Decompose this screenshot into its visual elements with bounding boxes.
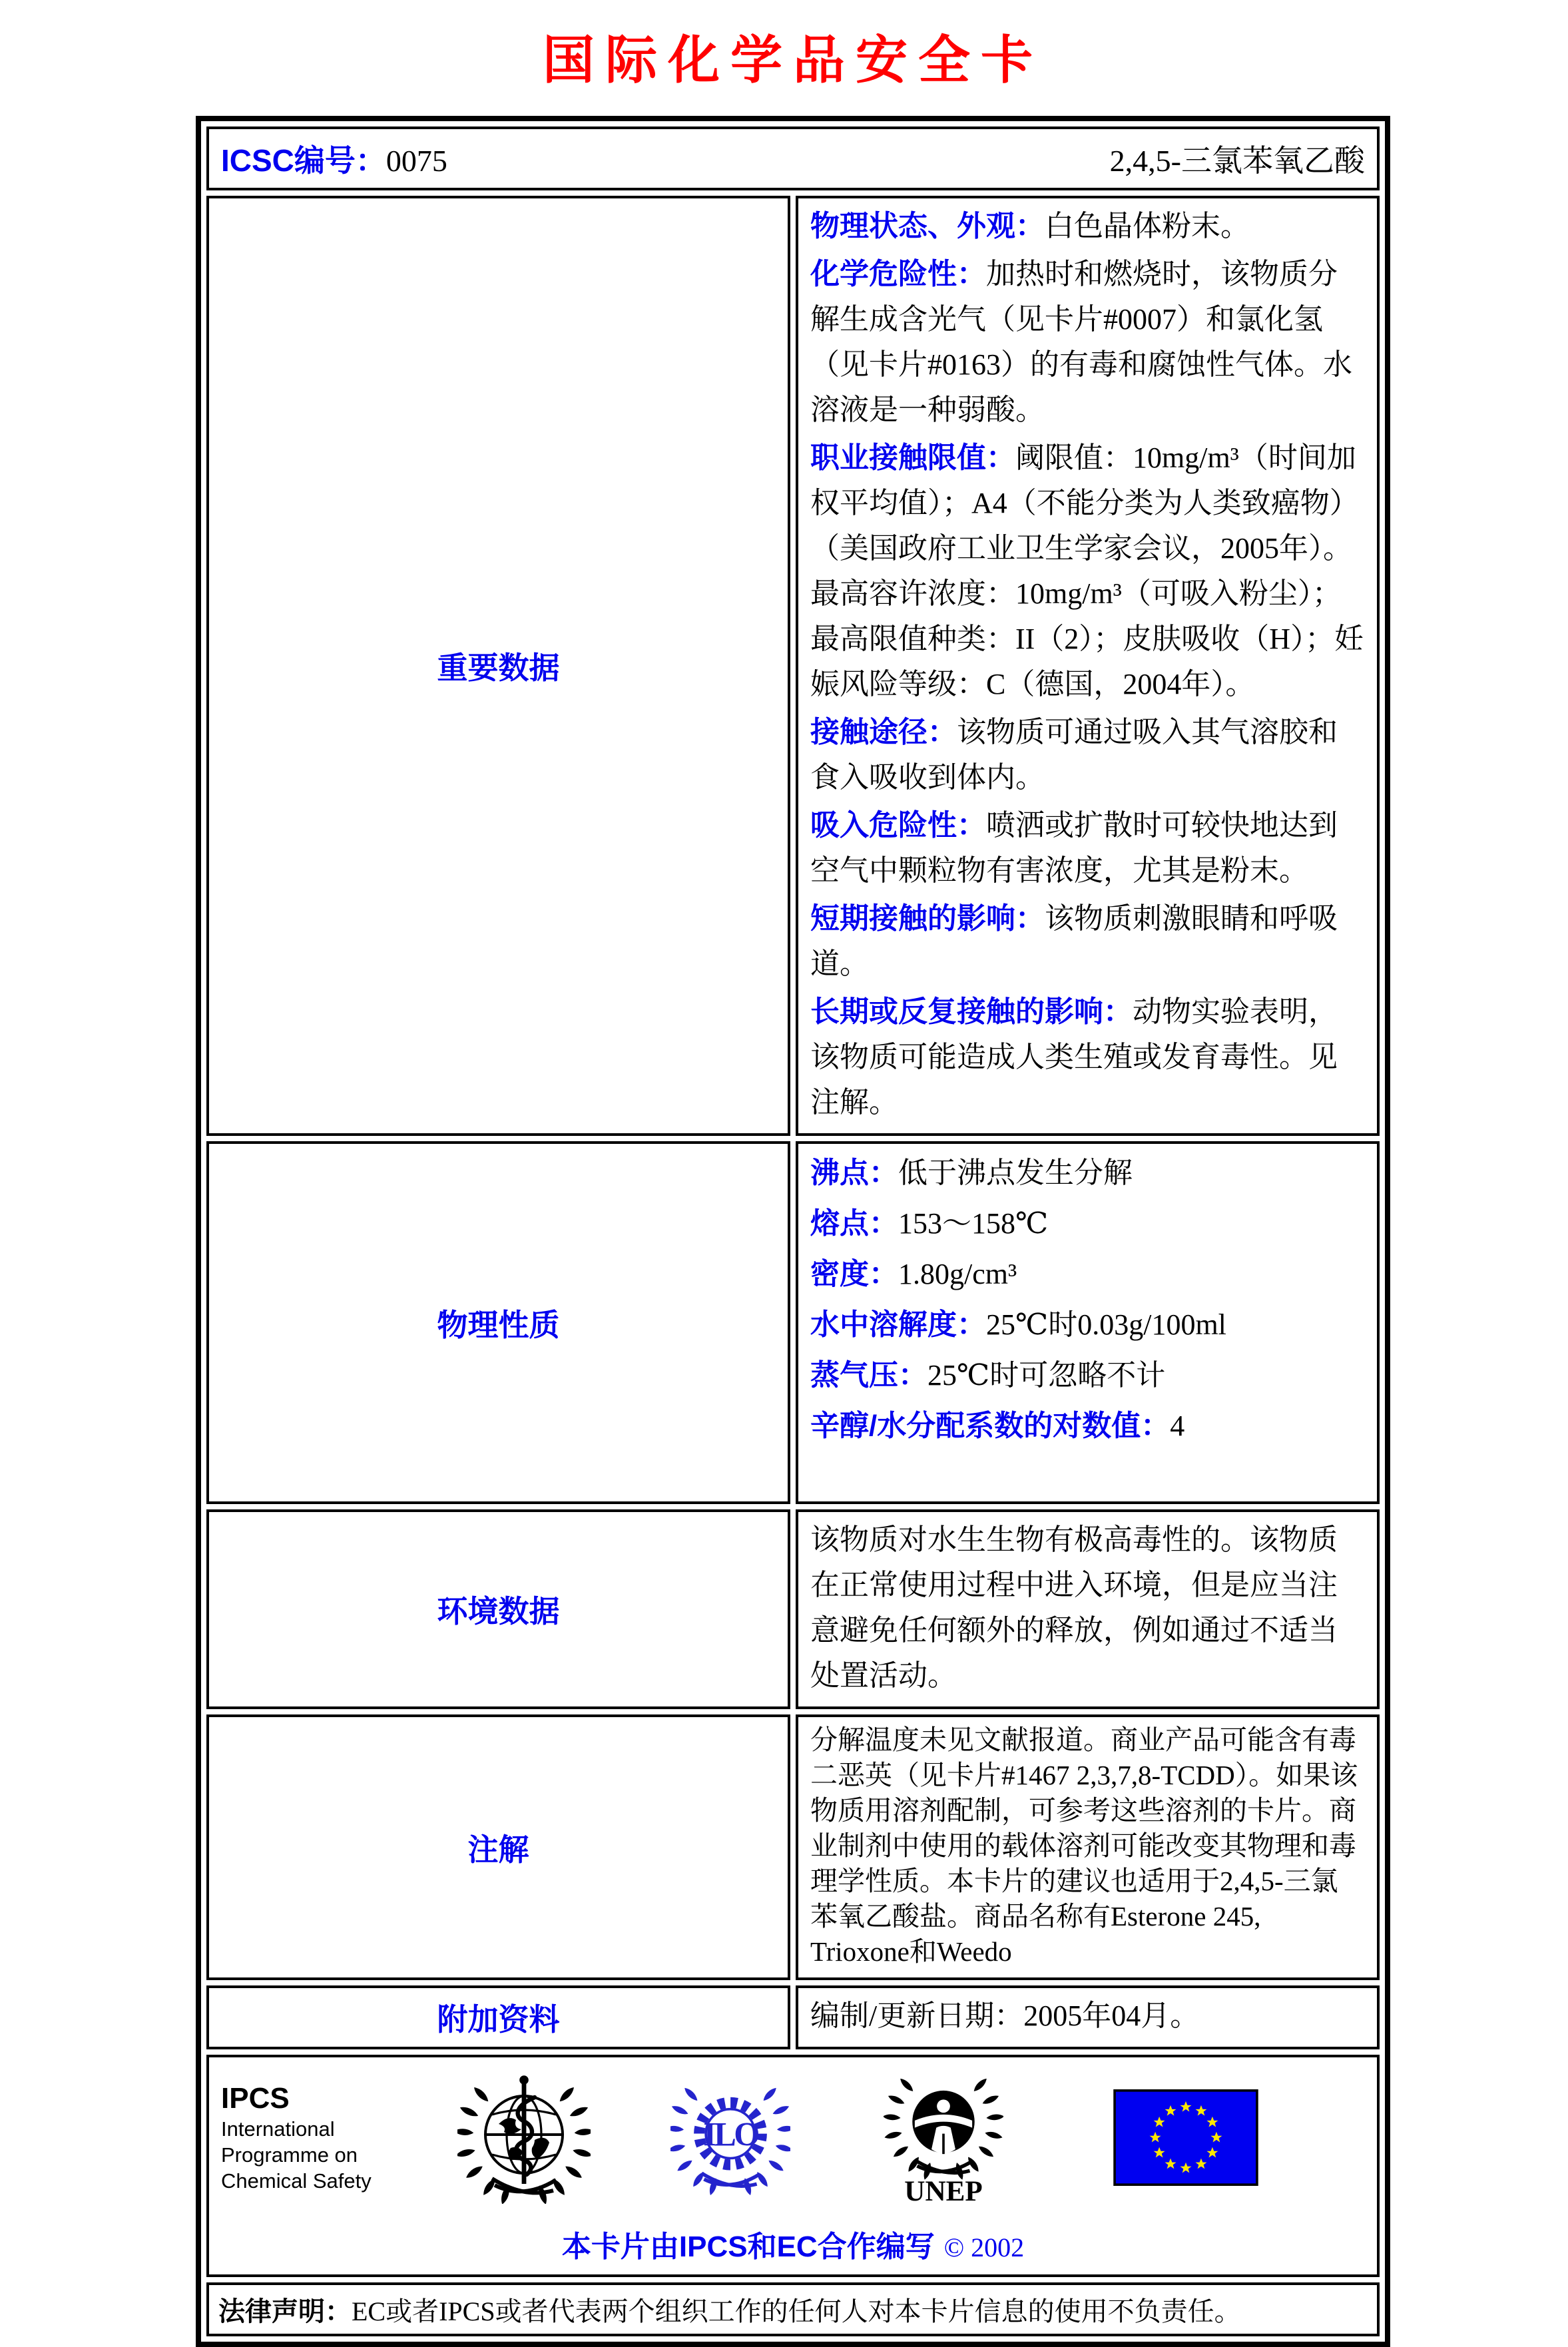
ilo-logo-icon [670, 2077, 790, 2197]
section-label-additional-info: 附加资料 [206, 1985, 790, 2049]
field-value: 白色晶体粉末。 [1045, 210, 1250, 242]
field-label: 短期接触的影响： [810, 902, 1045, 935]
eu-flag-icon [1113, 2089, 1258, 2186]
field-label: 熔点： [810, 1207, 898, 1240]
field-label: 吸入危险性： [810, 809, 986, 842]
unep-letters: UNEP [904, 2176, 983, 2208]
section-label-physical-properties: 物理性质 [206, 1141, 790, 1504]
ipcs-block [221, 2081, 391, 2194]
paragraph [810, 435, 1365, 707]
icsc-header-row [206, 127, 1380, 190]
field-value: 25℃时可忽略不计 [927, 1359, 1166, 1392]
table-row-important-data [206, 196, 1380, 1136]
copyright-text: © 2002 [943, 2232, 1025, 2262]
field-value: 编制/更新日期：2005年04月。 [810, 1999, 1200, 2032]
legal-notice-body: EC或者IPCS或者代表两个组织工作的任何人对本卡片信息的使用不负责任。 [352, 2296, 1241, 2326]
ipcs-line2: Programme on [221, 2143, 358, 2167]
section-content-important-data [796, 196, 1380, 1136]
field-value: 该物质刺激眼睛和呼吸道。 [810, 902, 1338, 980]
field-label: 辛醇/水分配系数的对数值： [810, 1410, 1171, 1442]
section-content-additional-info [796, 1985, 1380, 2049]
icsc-number-value: 0075 [386, 144, 447, 178]
ipcs-line3: Chemical Safety [221, 2169, 372, 2193]
paragraph [810, 989, 1365, 1125]
logos-cell [206, 2055, 1380, 2277]
who-logo-icon [457, 2071, 591, 2204]
section-label-environmental-data: 环境数据 [206, 1509, 790, 1709]
section-content-notes [796, 1714, 1380, 1980]
field-value: 阈限值：10mg/m³（时间加权平均值）；A4（不能分类为人类致癌物）（美国政府工业卫生学家会议，2005年）。最高容许浓度：10mg/m³（可吸入粉尘）；最高限值种类：II（2）；皮肤吸收（H）；妊娠风险等级：C（德国，2004年）。 [810, 441, 1364, 700]
field-label: 密度： [810, 1258, 898, 1290]
section-content-environmental-data [796, 1509, 1380, 1709]
field-label: 接触途径： [810, 716, 957, 748]
field-label: 职业接触限值： [810, 441, 1015, 474]
logos-row [221, 2067, 1365, 2208]
cooperation-caption-row [221, 2222, 1365, 2265]
paragraph [810, 1200, 1365, 1248]
field-value: 喷洒或扩散时可较快地达到空气中颗粒物有害浓度，尤其是粉末。 [810, 809, 1338, 887]
field-value: 分解温度未见文献报道。商业产品可能含有毒二恶英（见卡片#1467 2,3,7,8-TCDD）。如果该物质用溶剂配制，可参考这些溶剂的卡片。商业制剂中使用的载体溶剂可能改变其物理和毒理学性质。本卡片的建议也适用于2,4,5-三氯苯氧乙酸盐。商品名称有Esterone 245, Trioxone和Weedo [810, 1724, 1358, 1967]
icsc-header-cell [206, 127, 1380, 190]
paragraph [810, 710, 1365, 800]
paragraph [810, 1352, 1365, 1400]
paragraph [810, 1250, 1365, 1298]
legal-notice-label: 法律声明： [218, 2297, 352, 2326]
page-title: 国际化学品安全卡 [542, 31, 1043, 89]
table-row-legal [206, 2282, 1380, 2336]
ilo-letters: ILO [703, 2115, 758, 2153]
field-label: 蒸气压： [810, 1359, 927, 1392]
legal-notice-cell [206, 2282, 1380, 2336]
paragraph [810, 1517, 1365, 1698]
unep-logo-icon [884, 2067, 1003, 2208]
table-row-environmental-data [206, 1509, 1380, 1709]
icsc-number-label: ICSC编号： [221, 143, 386, 178]
paragraph [810, 1402, 1365, 1450]
table-row-additional-info [206, 1985, 1380, 2049]
field-value: 4 [1170, 1410, 1185, 1442]
paragraph [810, 1301, 1365, 1349]
paragraph [810, 896, 1365, 987]
chemical-name: 2,4,5-三氯苯氧乙酸 [1109, 144, 1365, 178]
field-value: 低于沸点发生分解 [898, 1157, 1133, 1189]
field-value: 25℃时0.03g/100ml [986, 1308, 1226, 1341]
table-row-notes [206, 1714, 1380, 1980]
paragraph [810, 803, 1365, 894]
field-value: 1.80g/cm³ [898, 1258, 1017, 1290]
field-value: 动物实验表明，该物质可能造成人类生殖或发育毒性。见注解。 [810, 995, 1338, 1119]
ipcs-acronym: IPCS [221, 2081, 290, 2115]
field-value: 加热时和燃烧时，该物质分解生成含光气（见卡片#0007）和氯化氢（见卡片#0163）的有毒和腐蚀性气体。水溶液是一种弱酸。 [810, 258, 1352, 426]
paragraph [810, 252, 1365, 433]
field-value: 该物质可通过吸入其气溶胶和食入吸收到体内。 [810, 716, 1338, 794]
icsc-number-group [221, 136, 447, 180]
ipcs-line1: International [221, 2117, 335, 2141]
field-label: 水中溶解度： [810, 1308, 986, 1341]
paragraph [810, 204, 1365, 249]
cooperation-caption: 本卡片由IPCS和EC合作编写 [561, 2230, 935, 2263]
field-label: 物理状态、外观： [810, 210, 1045, 242]
field-label: 化学危险性： [810, 258, 986, 290]
paragraph [810, 1149, 1365, 1197]
section-content-physical-properties [796, 1141, 1380, 1504]
field-value: 153～158℃ [898, 1207, 1049, 1240]
field-label: 沸点： [810, 1157, 898, 1189]
field-value: 该物质对水生生物有极高毒性的。该物质在正常使用过程中进入环境，但是应当注意避免任何额外的释放，例如通过不适当处置活动。 [810, 1523, 1338, 1692]
section-label-important-data: 重要数据 [206, 196, 790, 1136]
paragraph [810, 1722, 1365, 1969]
section-label-notes: 注解 [206, 1714, 790, 1980]
table-row-logos [206, 2055, 1380, 2277]
table-row-physical-properties [206, 1141, 1380, 1504]
icsc-card-table [196, 116, 1390, 2347]
field-label: 长期或反复接触的影响： [810, 995, 1133, 1028]
paragraph [810, 1993, 1365, 2039]
